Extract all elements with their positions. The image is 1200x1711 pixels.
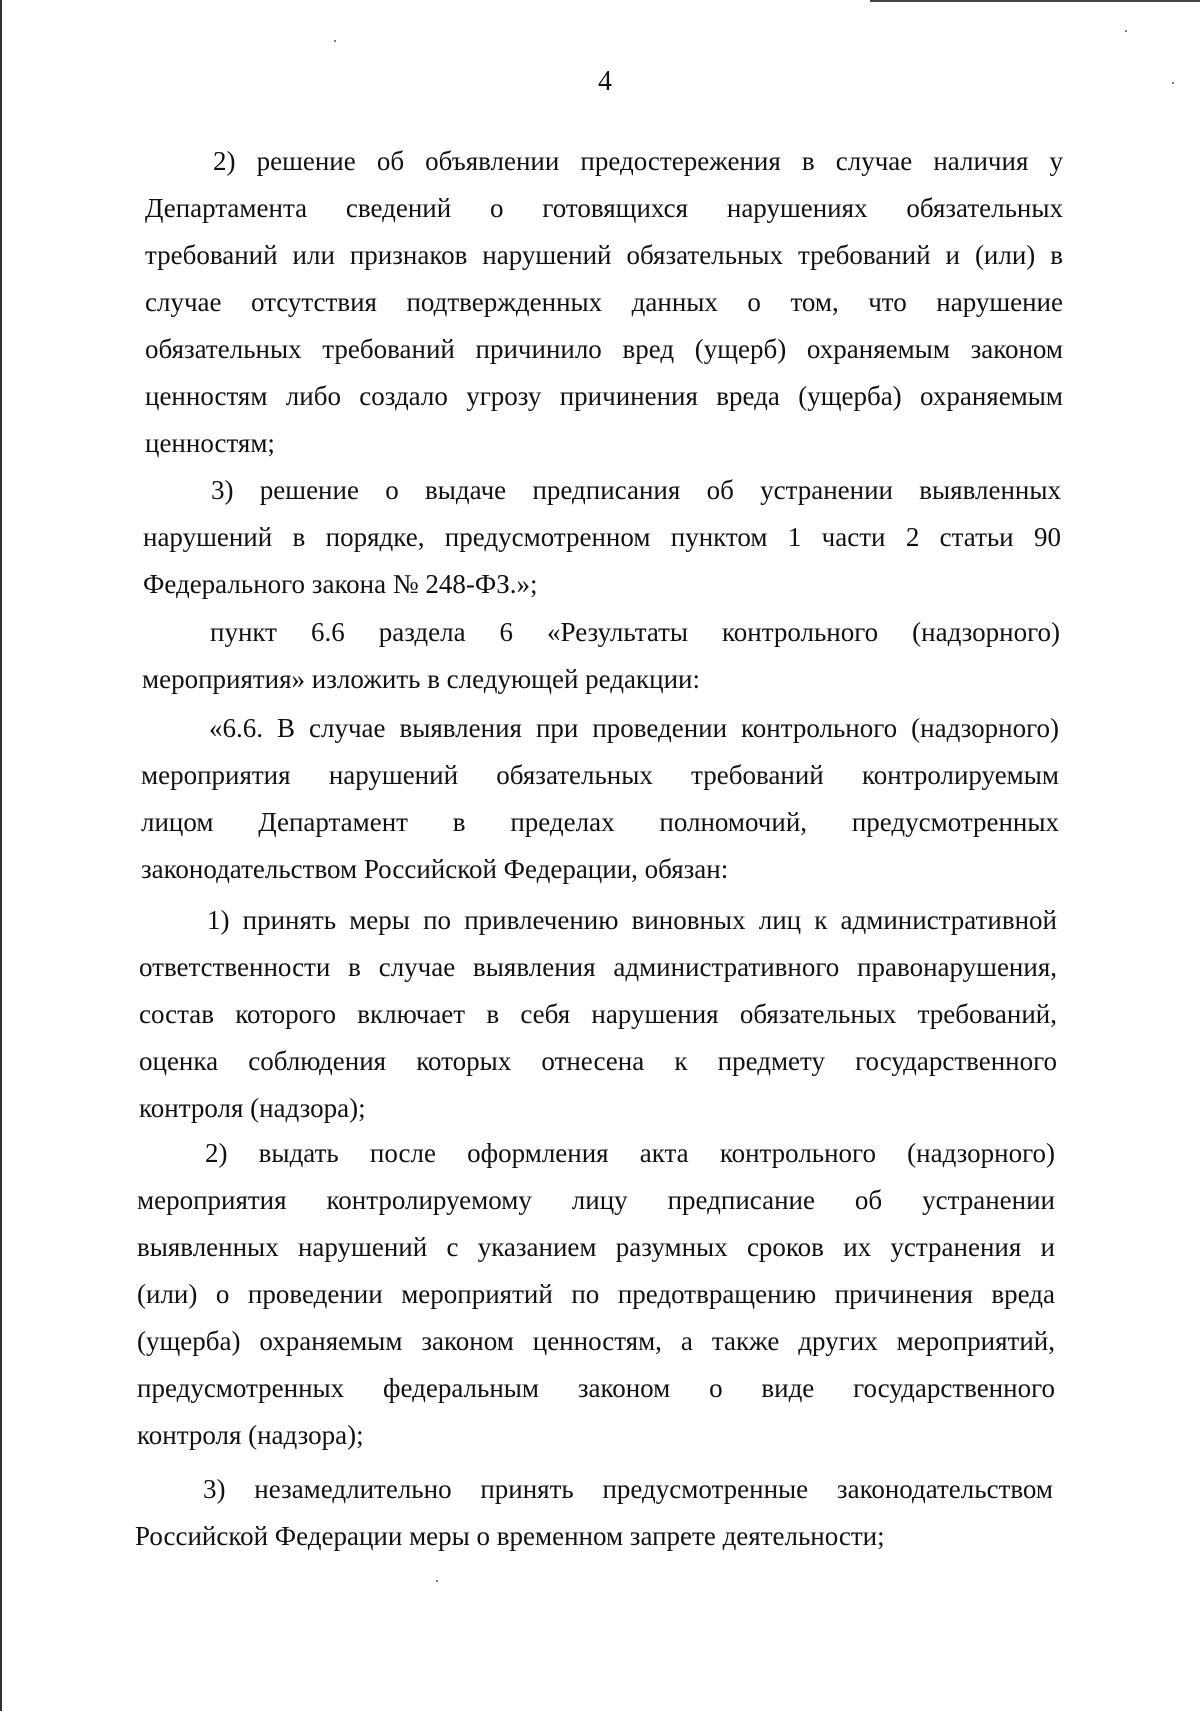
text-line: нарушений в порядке, предусмотренном пунктом 1 части 2 статьи 90 — [143, 521, 1061, 552]
scan-speck — [1172, 82, 1174, 84]
paragraph — [139, 897, 1057, 1132]
text-line: состав которого включает в себя нарушения обязательных требований, — [139, 998, 1057, 1029]
text-line: 3) незамедлительно принять предусмотренные законодательством — [203, 1473, 1053, 1504]
text-line: контроля (надзора); — [137, 1419, 364, 1450]
paragraph — [135, 1466, 1053, 1560]
paragraph — [142, 609, 1060, 703]
text-line: 3) решение о выдаче предписания об устранении выявленных — [211, 474, 1061, 505]
text-line: 2) выдать после оформления акта контрольного (надзорного) — [205, 1137, 1055, 1168]
text-line: предусмотренных федеральным законом о виде государственного — [137, 1372, 1055, 1403]
text-line: пункт 6.6 раздела 6 «Результаты контрольного (надзорного) — [210, 616, 1060, 647]
scan-speck — [1125, 30, 1127, 32]
scan-speck — [436, 1580, 438, 1582]
paragraph — [137, 1130, 1055, 1459]
text-line: мероприятия контролируемому лицу предписание об устранении — [137, 1184, 1055, 1215]
text-line: 2) решение об объявлении предостережения в случае наличия у — [213, 145, 1063, 176]
text-line: (или) о проведении мероприятий по предотвращению причинения вреда — [137, 1278, 1055, 1309]
text-line: Российской Федерации меры о временном запрете деятельности; — [135, 1520, 885, 1551]
scan-edge-left — [0, 0, 2, 1711]
text-line: Департамента сведений о готовящихся нарушениях обязательных — [145, 192, 1063, 223]
scan-edge-top — [870, 0, 1200, 2]
text-line: требований или признаков нарушений обязательных требований и (или) в — [145, 239, 1063, 270]
paragraph — [143, 467, 1061, 608]
text-line: лицом Департамент в пределах полномочий, предусмотренных — [141, 806, 1059, 837]
text-line: мероприятия нарушений обязательных требований контролируемым — [141, 759, 1059, 790]
text-line: «6.6. В случае выявления при проведении контрольного (надзорного) — [209, 712, 1059, 743]
scan-speck — [334, 40, 336, 42]
text-line: случае отсутствия подтвержденных данных о том, что нарушение — [145, 286, 1063, 317]
text-line: мероприятия» изложить в следующей редакции: — [142, 663, 700, 694]
text-line: оценка соблюдения которых отнесена к предмету государственного — [139, 1045, 1057, 1076]
text-line: выявленных нарушений с указанием разумных сроков их устранения и — [137, 1231, 1055, 1262]
text-line: ценностям либо создало угрозу причинения вреда (ущерба) охраняемым — [145, 380, 1063, 411]
paragraph — [141, 705, 1059, 893]
text-line: (ущерба) охраняемым законом ценностям, а также других мероприятий, — [137, 1325, 1055, 1356]
text-line: ценностям; — [145, 427, 275, 458]
text-line: ответственности в случае выявления административного правонарушения, — [139, 951, 1057, 982]
text-line: обязательных требований причинило вред (ущерб) охраняемым законом — [145, 333, 1063, 364]
text-line: 1) принять меры по привлечению виновных лиц к административной — [207, 904, 1057, 935]
text-line: законодательством Российской Федерации, обязан: — [141, 853, 729, 884]
paragraph — [145, 138, 1063, 467]
page-number: 4 — [598, 66, 612, 97]
text-line: Федерального закона № 248-ФЗ.»; — [143, 568, 538, 599]
text-line: контроля (надзора); — [139, 1092, 366, 1123]
